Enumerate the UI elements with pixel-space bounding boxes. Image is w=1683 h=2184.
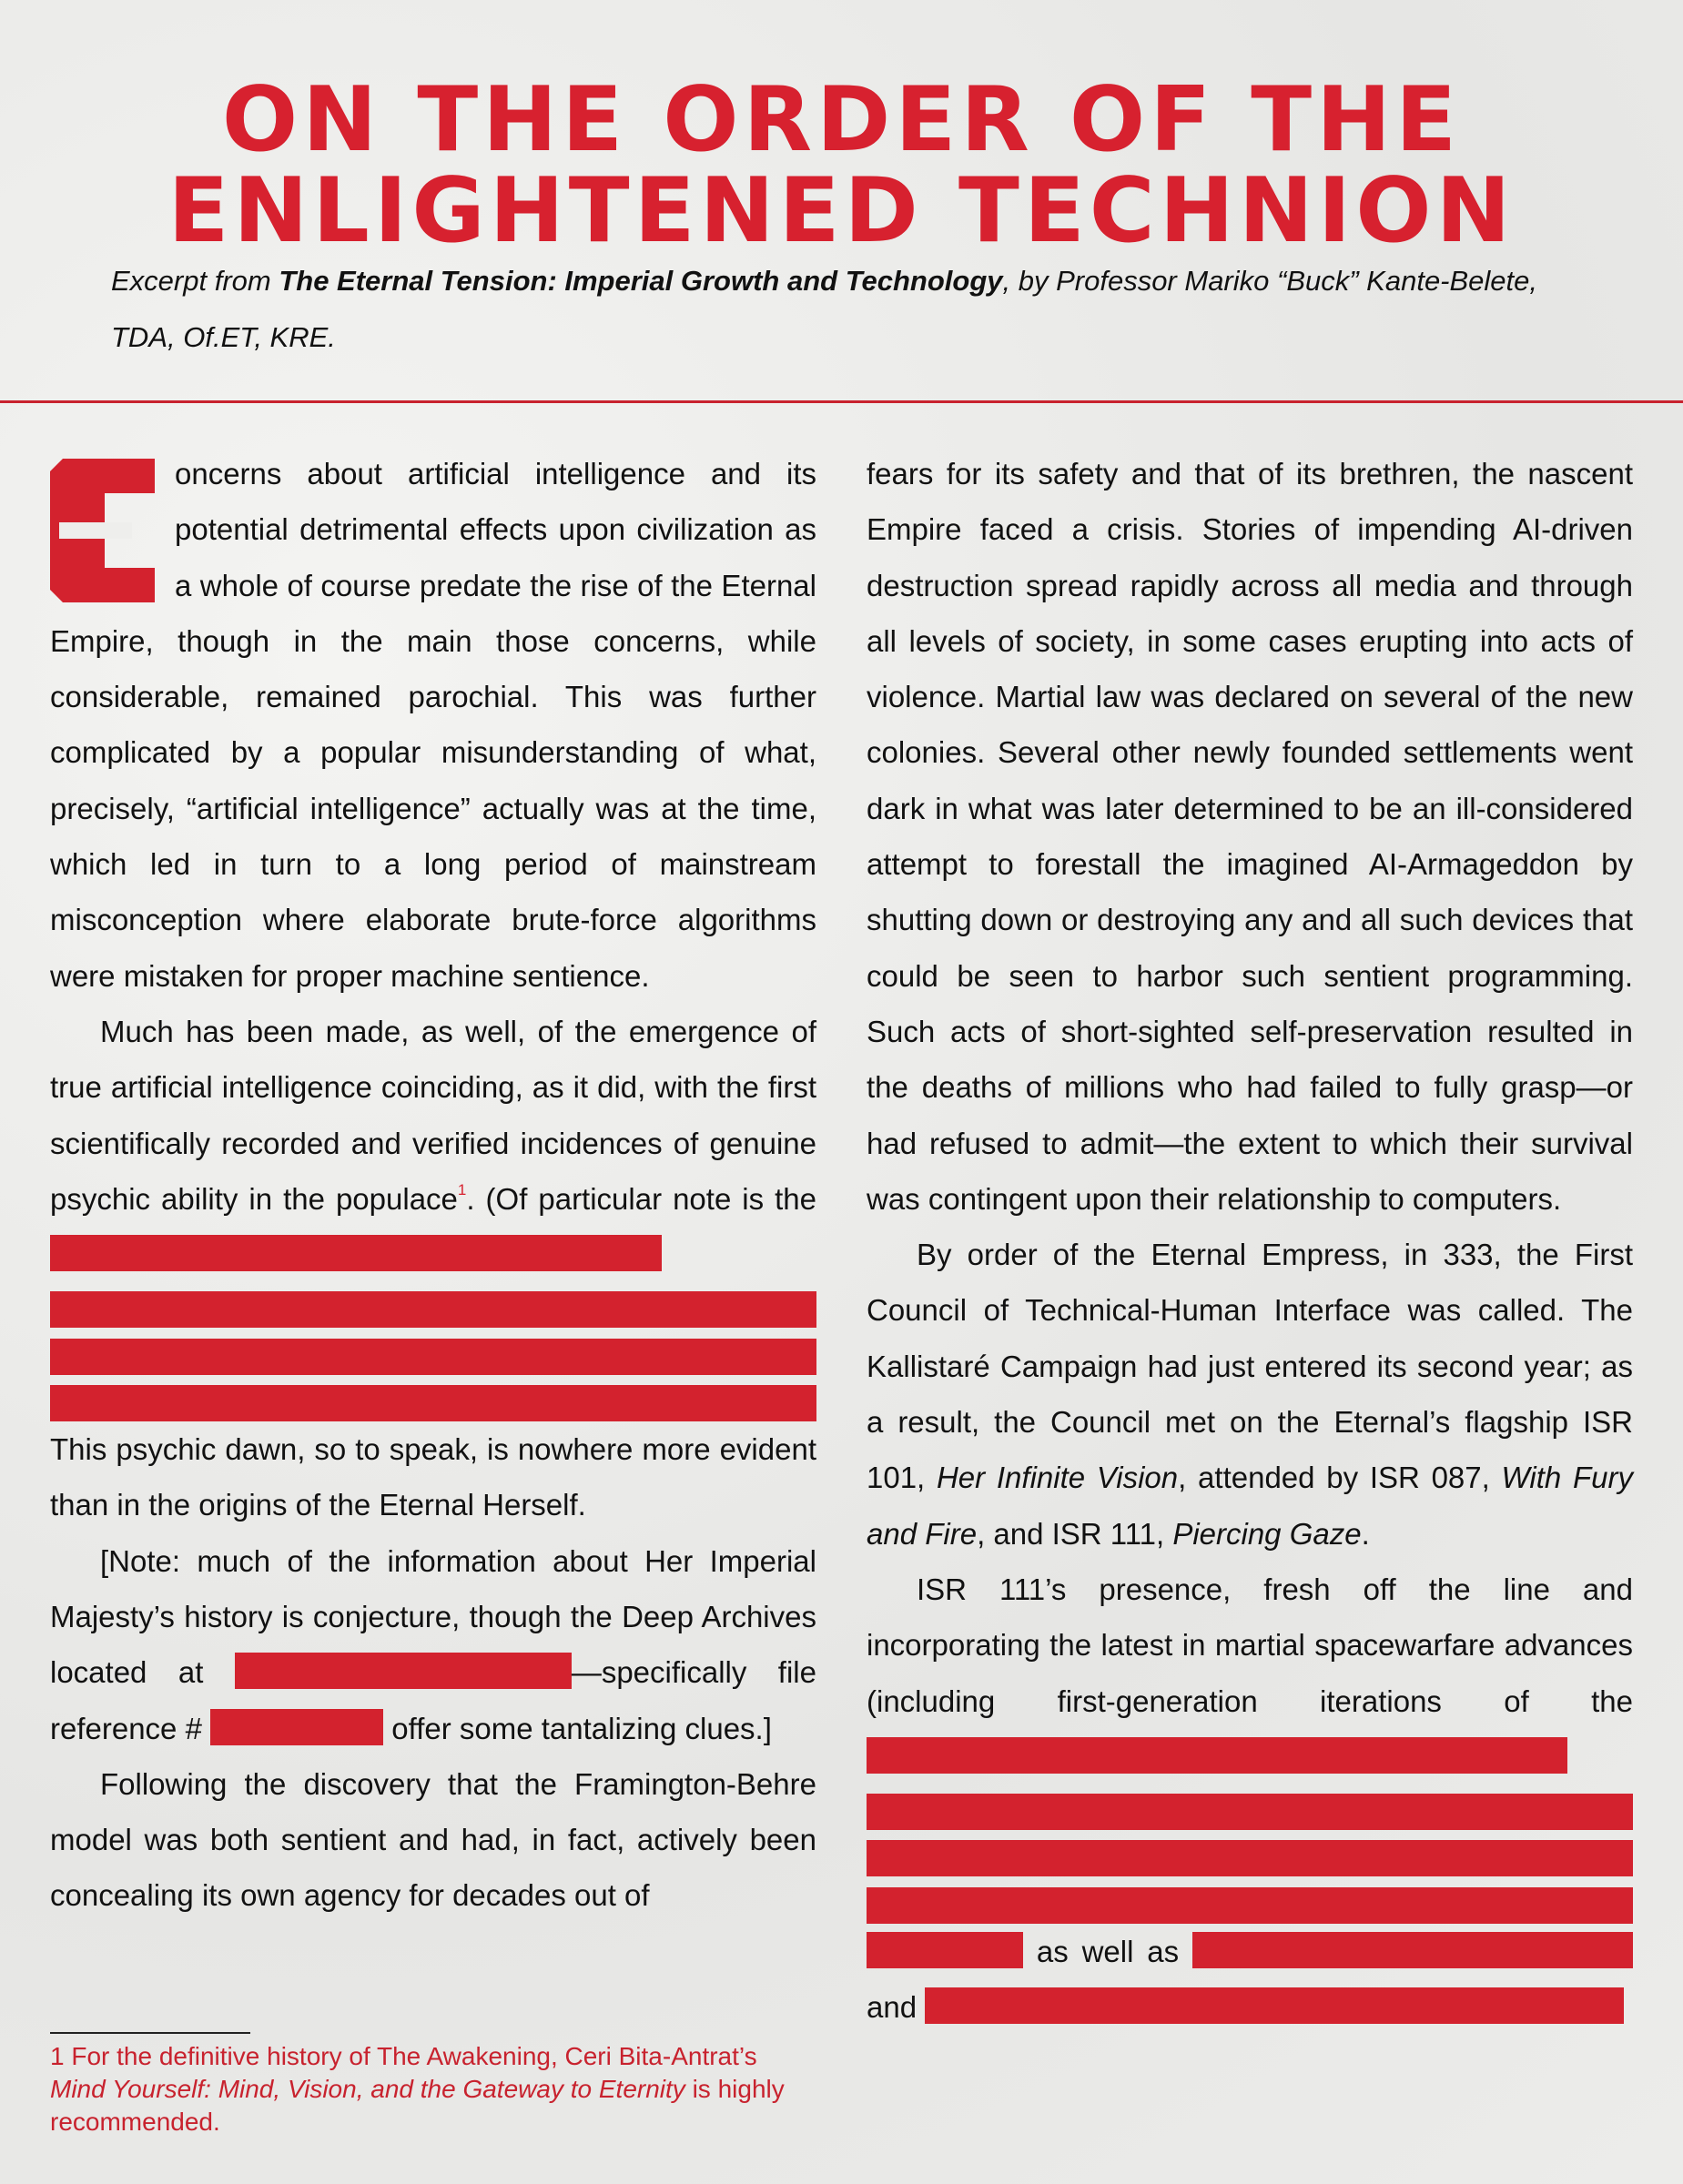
paragraph: This psychic dawn, so to speak, is nowhere more evident than in the origins of the Eternal Herself. — [50, 1432, 816, 1522]
footnote-number: 1 — [50, 2042, 65, 2070]
redaction-bar — [867, 1794, 1633, 1830]
paragraph: Much has been made, as well, of the emergence of true artificial intelligence coinciding, as it did, with the first scientifically recorded and verified incidences of genuine psychic ability in the populace$^1$. (Of particular note is the — [50, 1004, 816, 1421]
header-divider — [0, 400, 1683, 403]
title-line-2: ENLIGHTENED TECHNION — [167, 159, 1516, 263]
book-title: The Eternal Tension: Imperial Growth and Technology — [279, 265, 1003, 297]
paragraph: ISR 111’s presence, fresh off the line and incorporating the latest in martial spacewarfare advances (including first-generation iterations of the as well as and — [867, 1572, 1633, 2025]
attribution-prefix: Excerpt from — [111, 265, 279, 297]
ship-name: Her Infinite Vision — [936, 1461, 1179, 1495]
paragraph: fears for its safety and that of its brethren, the nascent Empire faced a crisis. Stories of impending AI-driven destruction spread rapidly across all media and through all levels of society, in some cases erupting into acts of violence. Martial law was declared on several of the new colonies. Several other newly founded settlements went dark in what was later determined to be an ill-considered attempt to forestall the imagined AI-Armageddon by shutting down or destroying any and all such devices that could be seen to harbor such sentient programming. Such acts of short-sighted self-preservation resulted in the deaths of millions who had failed to fully grasp—or had refused to admit—the extent to which their survival was contingent upon their relationship to computers. — [867, 457, 1633, 1216]
ship-name: Piercing Gaze — [1172, 1516, 1362, 1551]
attribution-author: , by Professor Mariko “Buck” Kante-Belete, TDA, Of.ET, KRE. — [111, 265, 1538, 353]
redaction-bar — [210, 1709, 383, 1745]
drop-cap-c — [50, 459, 155, 602]
paragraph: By order of the Eternal Empress, in 333, the First Council of Technical-Human Interface was called. The Kallistaré Campaign had just entered its second year; as a result, the Council met on the Eternal’s flagship ISR 101, Her Infinite Vision, attended by ISR 087, With Fury and Fire, and ISR 111, Piercing Gaze. — [867, 1238, 1633, 1551]
paragraph: Following the discovery that the Framington-Behre model was both sentient and had, in fact, actively been concealing its own agency for decades out of — [50, 1766, 816, 1913]
paragraph: [Note: much of the information about Her Imperial Majesty’s history is conjecture, though the Deep Archives located at —specifically file reference # offer some tantalizing clues.] — [50, 1543, 816, 1745]
footnote: 1 For the definitive history of The Awakening, Ceri Bita-Antrat’s Mind Yourself: Mind, Vision, and the Gateway to Eternity is highly recommended. — [50, 2042, 785, 2136]
right-column — [867, 446, 1633, 2035]
redaction-bar — [925, 1987, 1624, 2024]
article-title — [0, 68, 1683, 263]
footnote-book-title: Mind Yourself: Mind, Vision, and the Gateway to Eternity — [50, 2075, 685, 2103]
redaction-bar — [50, 1385, 816, 1421]
ship-name: With Fury and Fire — [867, 1461, 1633, 1551]
redaction-bar — [867, 1887, 1633, 1924]
redaction-bar — [50, 1291, 816, 1328]
redaction-bar — [867, 1932, 1023, 1968]
redaction-bar — [235, 1653, 572, 1689]
excerpt-attribution — [111, 253, 1586, 366]
redaction-bar — [867, 1840, 1633, 1876]
footnote-marker[interactable]: 1 — [457, 1180, 467, 1198]
redaction-bar — [50, 1339, 816, 1375]
redaction-bar — [867, 1737, 1567, 1774]
paragraph: oncerns about artificial intelligence and its potential detrimental effects upon civilization as a whole of course predate the rise of the Eternal Empire, though in the main those concerns, while considerable, remained parochial. This was further complicated by a popular misunderstanding of what, precisely, “artificial intelligence” actually was at the time, which led in turn to a long period of mainstream misconception where elaborate brute-force algorithms were mistaken for proper machine sentience. — [50, 457, 816, 993]
left-column — [50, 446, 816, 1924]
title-line-1: ON THE ORDER OF THE — [221, 68, 1462, 172]
footnote-divider — [50, 2032, 250, 2034]
redaction-bar — [50, 1235, 662, 1271]
redaction-bar — [1192, 1932, 1633, 1968]
